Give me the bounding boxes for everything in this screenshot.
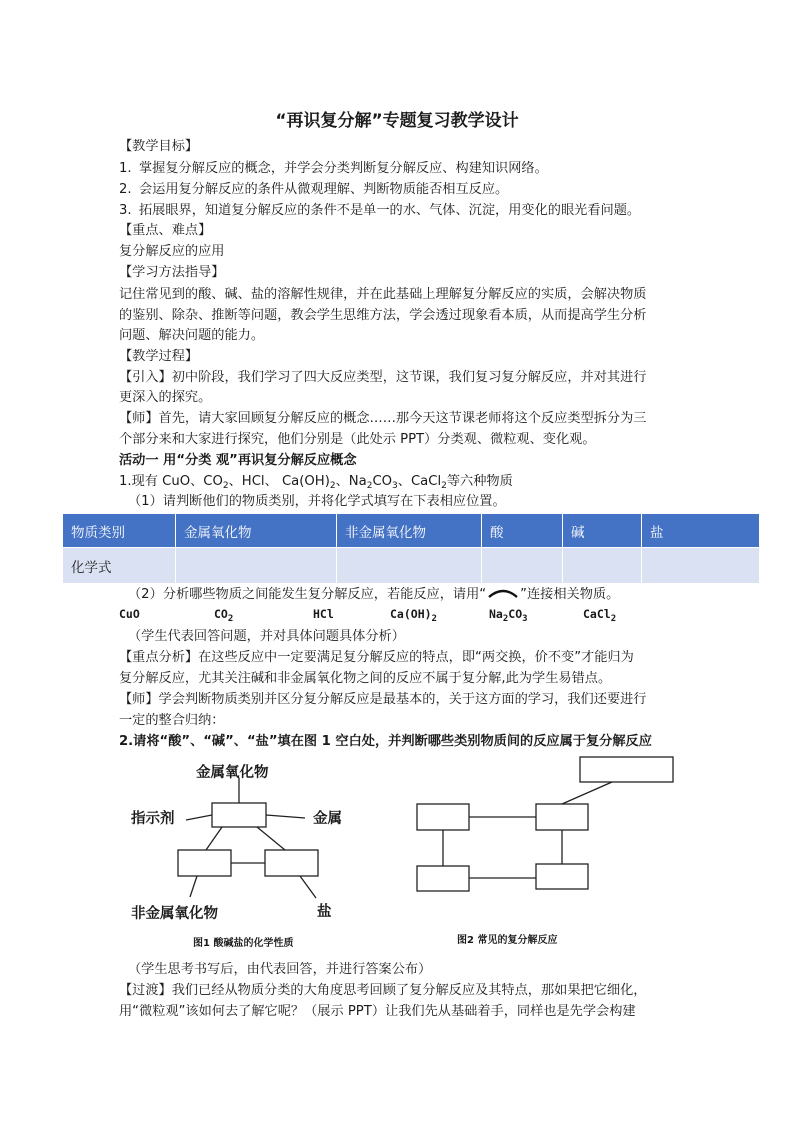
chem-hcl: HCl [313,607,334,621]
goal-text: 拓展眼界，知道复分解反应的条件不是单一的水、气体、沉淀，用变化的眼光看问题。 [139,203,641,218]
chem-text: CaCl [583,607,611,621]
document-title: “再识复分解”专题复习教学设计 [275,111,519,131]
transition-line-2: 用“微粒观”该如何去了解它呢？（展示 PPT）让我们先从基础着手，同样也是先学会构建 [119,1004,636,1019]
table-header-cell: 非金属氧化物 [337,514,482,548]
fig1-label-metal-oxide: 金属氧化物 [196,765,269,781]
fig2-box-mid-right [536,804,588,830]
transition-line-1: 【过渡】我们已经从物质分类的大角度思考回顾了复分解反应及其特点，那如果把它细化， [119,983,647,998]
section-heading-key: 【重点、难点】 [119,223,212,238]
subscript: 2 [227,614,234,624]
intro-line-1: 【引入】初中阶段，我们学习了四大反应类型，这节课，我们复习复分解反应，并对其进行 [119,370,647,385]
subscript: 2 [610,614,617,624]
fig1-lines [186,778,316,898]
chem-text: Na [489,607,503,621]
teacher1-line-1: 【师】首先，请大家回顾复分解反应的概念……那今天这节课老师将这个反应类型拆分为三 [119,411,647,426]
table-header-cell: 酸 [482,514,563,548]
subscript: 2 [222,481,229,491]
item1-text: 等六种物质 [446,474,513,489]
item1-text: CO [372,474,393,489]
subscript: 2 [441,481,447,491]
subscript: 3 [522,614,528,624]
step1-text: （1）请判断他们的物质类别，并将化学式填写在下表相应位置。 [128,494,506,509]
activity-heading: 活动一 用“分类 观”再识复分解反应概念 [119,453,357,468]
student-note-1: （学生代表回答问题，并对具体问题具体分析） [128,629,405,644]
subscript: 2 [431,614,437,624]
fig1-label-salt: 盐 [317,904,332,920]
fig1-line [190,876,197,897]
table-header-cell: 物质类别 [63,514,176,548]
subscript: 3 [392,481,398,491]
table-header-cell: 盐 [642,514,760,548]
intro-line-2: 更深入的探究。 [119,390,212,405]
chem-text: CO [214,607,228,621]
table-row-label: 化学式 [63,548,176,584]
fig1-line [206,827,222,850]
fig1-line [300,876,316,898]
method-line-3: 问题、解决问题的能力。 [119,328,265,343]
fig2-box-top-right [580,757,673,782]
key-analysis-line-2: 复分解反应，尤其关注碱和非金属氧化物之间的反应不属于复分解,此为学生易错点。 [119,671,612,686]
fig1-box-top [212,803,266,827]
table-header-cell: 金属氧化物 [176,514,337,548]
goal-number: 3. [119,203,132,218]
section-heading-process: 【教学过程】 [119,349,199,364]
chem-text: Ca(OH) [390,607,432,621]
fig1-caption: 图1 酸碱盐的化学性质 [193,938,294,949]
fig1-box-right [265,850,318,876]
method-line-2: 的鉴别、除杂、推断等问题，教会学生思维方法，学会透过现象看本质，从而提高学生分析 [119,308,647,323]
subscript: 2 [329,481,336,491]
goal-number: 1. [119,161,132,176]
fig1-label-nonmetal-oxide: 非金属氧化物 [131,906,218,922]
fig2-caption: 图2 常见的复分解反应 [457,935,558,946]
item1-text: 1.现有 CuO、CO [119,474,223,489]
teacher1-line-2: 个部分来和大家进行探究，他们分别是（此处示 PPT）分类观、微粒观、变化观。 [119,432,596,447]
section-heading-goals: 【教学目标】 [119,139,199,154]
section-heading-method: 【学习方法指导】 [119,265,225,280]
fig2-box-top-left [417,804,469,830]
fig1-line [257,827,285,850]
student-note-2: （学生思考书写后，由代表回答，并进行答案公布） [128,962,432,977]
teacher2-line-1: 【师】学会判断物质类别并区分复分解反应是最基本的，关于这方面的学习，我们还要进行 [119,692,647,707]
teacher2-line-2: 一定的整合归纳： [119,713,225,728]
item1-text: 、CaCl [397,474,442,489]
fig1-boxes [178,803,318,876]
fig2-boxes [417,757,673,891]
subscript: 2 [502,614,509,624]
step2-text: （2）分析哪些物质之间能发生复分解反应，若能反应，请用“ [128,587,487,602]
item1-text: 、Na [335,474,367,489]
goal-text: 会运用复分解反应的条件从微观理解、判断物质能否相互反应。 [139,182,509,197]
goal-text: 掌握复分解反应的概念，并学会分类判断复分解反应、构建知识网络。 [139,161,548,176]
fig1-label-indicator: 指示剂 [131,811,175,827]
step2-text: ”连接相关物质。 [520,587,620,602]
key-text: 复分解反应的应用 [119,244,225,259]
chem-cuo: CuO [119,607,140,621]
method-line-1: 记住常见到的酸、碱、盐的溶解性规律，并在此基础上理解复分解反应的实质，会解决物质 [119,287,647,302]
chem-text: CO [508,607,523,621]
table-header-cell: 碱 [563,514,642,548]
goal-number: 2. [119,182,132,197]
item1-text: 、HCl、 Ca(OH) [228,474,330,489]
fig2-line [562,782,612,804]
fig2-box-bottom-right [536,864,588,889]
key-analysis-line-1: 【重点分析】在这些反应中一定要满足复分解反应的特点，即“两交换，价不变”才能归为 [119,650,634,665]
item2-text: 2.请将“酸”、“碱”、“盐”填在图 1 空白处，并判断哪些类别物质间的反应属于复分解反应 [119,734,652,749]
fig1-line [266,815,305,818]
fig1-box-left [178,850,231,876]
fig1-label-metal: 金属 [313,811,342,827]
fig1-line [186,815,212,820]
subscript: 2 [366,481,373,491]
fig2-box-bottom-left [417,866,469,891]
